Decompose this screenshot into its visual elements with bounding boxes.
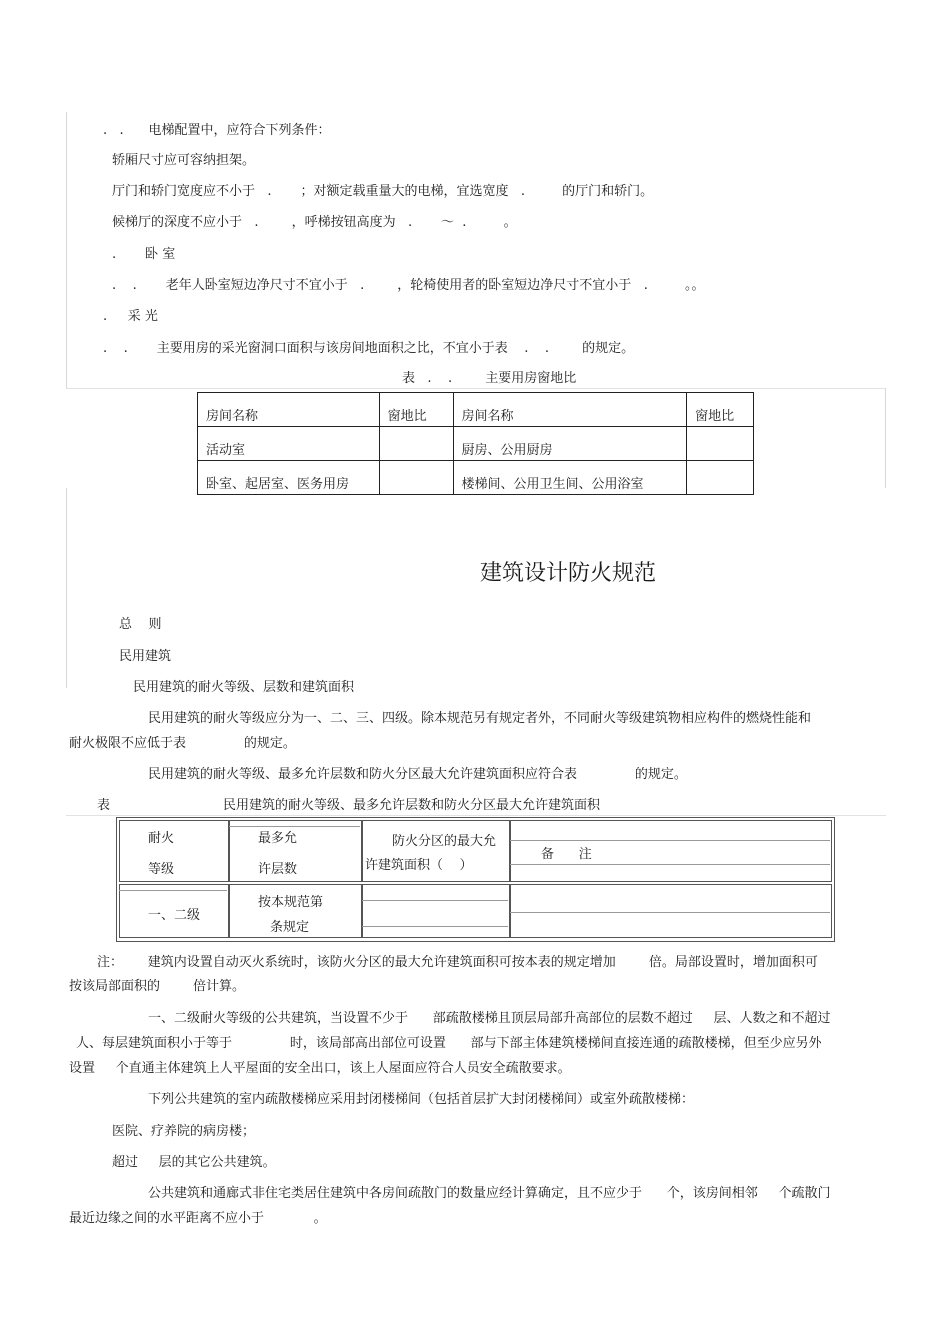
table-header-cell: 等级 (148, 862, 175, 877)
section-heading: 民用建筑 (119, 649, 172, 664)
text-line: 候梯厅的深度不应小于 . ，呼梯按钮高度为 . ～ . 。 (112, 215, 517, 230)
table-header-cell: 备 注 (541, 847, 592, 862)
table-header-row (198, 393, 754, 427)
text-line: 民用建筑的耐火等级应分为一、二、三、四级。除本规范另有规定者外，不同耐火等级建筑物相应构件的燃烧性能和 (148, 711, 812, 726)
table-note: 按该局部面积的 倍计算。 (69, 979, 246, 994)
page-title: 建筑设计防火规范 (480, 561, 657, 586)
scan-divider-2 (66, 815, 886, 816)
table-cell: 厨房、公用厨房 (453, 427, 687, 461)
table-caption-prefix: 表 (97, 798, 111, 813)
text-line: 公共建筑和通廊式非住宅类居住建筑中各房间疏散门的数量应经计算确定，且不应少于 个，该房间相邻 个疏散门 (148, 1186, 831, 1201)
table-rule (362, 900, 508, 901)
table-header-cell: 窗地比 (379, 393, 453, 427)
table-note: 注： 建筑内设置自动灭火系统时，该防火分区的最大允许建筑面积可按本表的规定增加 倍。局部设置时，增加面积可 (97, 955, 818, 970)
left-margin-line (66, 112, 67, 388)
table-header-cell: 耐火 (148, 831, 175, 846)
table-cell (687, 427, 754, 461)
table-rule (362, 926, 508, 927)
left-margin-line-2 (66, 488, 67, 688)
table-header-cell: 最多允 (258, 831, 298, 846)
section-heading: . 采 光 (103, 309, 158, 324)
table-rule (510, 912, 830, 913)
text-line: 人、每层建筑面积小于等于 时，该局部高出部位可设置 部与下部主体建筑楼梯间直接连通的疏散楼梯，但至少应另外 (76, 1036, 822, 1051)
table-cell (379, 427, 453, 461)
table-header-cell: 窗地比 (687, 393, 754, 427)
text-line: 一、二级耐火等级的公共建筑，当设置不少于 部疏散楼梯且顶层局部升高部位的层数不超过 层、人数之和不超过 (148, 1011, 831, 1026)
text-line: 设置 个直通主体建筑上人平屋面的安全出口，该上人屋面应符合人员安全疏散要求。 (69, 1061, 571, 1076)
table-cell: 活动室 (198, 427, 380, 461)
table-cell (379, 461, 453, 495)
table-header-cell: 房间名称 (453, 393, 687, 427)
text-line: . . 老年人卧室短边净尺寸不宜小于 . ，轮椅使用者的卧室短边净尺寸不宜小于 . 。。 (112, 278, 705, 293)
text-line: 民用建筑的耐火等级、最多允许层数和防火分区最大允许建筑面积应符合表 的规定。 (148, 767, 687, 782)
table-header-cell: 防火分区的最大允 (392, 834, 497, 849)
table-cell: 一、二级 (148, 908, 201, 923)
table-rule (510, 840, 830, 841)
table-rule (229, 826, 360, 827)
table-cell: 卧室、起居室、医务用房 (198, 461, 380, 495)
table-cell: 楼梯间、公用卫生间、公用浴室 (453, 461, 687, 495)
table-cell (687, 461, 754, 495)
table-cell-border (362, 884, 510, 938)
text-line: 超过 层的其它公共建筑。 (112, 1155, 276, 1170)
table-rule (510, 864, 830, 865)
table-header-cell: 房间名称 (198, 393, 380, 427)
table-rule (119, 890, 227, 891)
text-line: . . 主要用房的采光窗洞口面积与该房间地面积之比，不宜小于表 . . 的规定。 (103, 341, 635, 356)
window-floor-ratio-table (197, 392, 754, 495)
table-header-cell: 许建筑面积（ ） (365, 858, 473, 873)
table-cell: 条规定 (270, 920, 310, 935)
right-margin-line (885, 388, 886, 488)
section-heading: 总 则 (119, 617, 162, 632)
text-line: 最近边缘之间的水平距离不应小于 。 (69, 1211, 327, 1226)
table-caption: 表 . . 主要用房窗地比 (402, 371, 577, 386)
text-line: 耐火极限不应低于表 的规定。 (69, 736, 296, 751)
table-caption: 民用建筑的耐火等级、最多允许层数和防火分区最大允许建筑面积 (223, 798, 601, 813)
text-line: 下列公共建筑的室内疏散楼梯应采用封闭楼梯间（包括首层扩大封闭楼梯间）或室外疏散楼梯： (148, 1092, 695, 1107)
table-row (198, 461, 754, 495)
text-line: 轿厢尺寸应可容纳担架。 (112, 153, 256, 168)
scan-divider (66, 388, 886, 389)
table-cell-border (510, 884, 832, 938)
table-header-cell: 许层数 (258, 862, 298, 877)
text-line: . . 电梯配置中，应符合下列条件： (103, 123, 331, 138)
text-line: 医院、疗养院的病房楼； (112, 1124, 256, 1139)
section-heading: 民用建筑的耐火等级、层数和建筑面积 (133, 680, 355, 695)
table-cell: 按本规范第 (258, 895, 324, 910)
section-heading: . 卧 室 (112, 247, 176, 262)
text-line: 厅门和轿门宽度应不小于 . ；对额定载重量大的电梯，宜选宽度 . 的厅门和轿门。 (112, 184, 654, 199)
table-row (198, 427, 754, 461)
